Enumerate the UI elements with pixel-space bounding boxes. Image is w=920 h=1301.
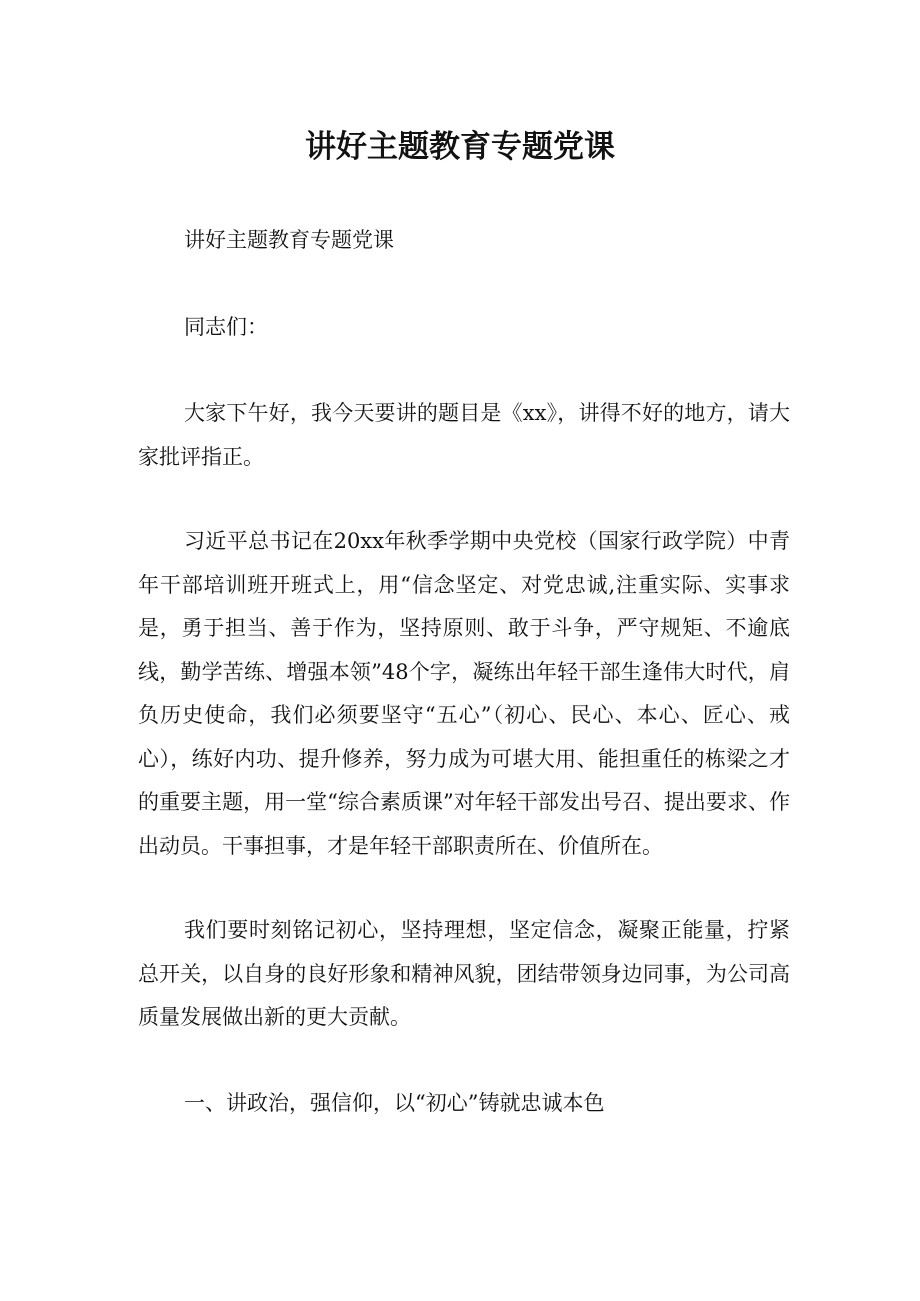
body-paragraph: 我们要时刻铭记初心，坚持理想，坚定信念，凝聚正能量，拧紧总开关，以自身的良好形象和精神风貌，团结带领身边同事，为公司高质量发展做出新的更大贡献。	[138, 918, 790, 1029]
salutation-paragraph: 同志们：	[184, 315, 268, 339]
subtitle-paragraph: 讲好主题教育专题党课	[184, 228, 394, 252]
body-paragraph: 习近平总书记在20xx年秋季学期中央党校（国家行政学院）中青年干部培训班开班式上，用“信念坚定、对党忠诚,注重实际、实事求是，勇于担当、善于作为，坚持原则、敢于斗争，严守规矩、不逾底线，勤学苦练、增强本领”48个字，凝练出年轻干部生逢伟大时代，肩负历史使命，我们必须要坚守“五心”（初心、民心、本心、匠心、戒心），练好内功、提升修养，努力成为可堪大用、能担重任的栋梁之才的重要主题，用一堂“综合素质课”对年轻干部发出号召、提出要求、作出动员。干事担事，才是年轻干部职责所在、价值所在。	[138, 529, 790, 858]
section-heading: 一、讲政治，强信仰，以“初心”铸就忠诚本色	[184, 1091, 605, 1115]
opening-paragraph: 大家下午好，我今天要讲的题目是《xx》，讲得不好的地方，请大家批评指正。	[138, 401, 790, 469]
document-title: 讲好主题教育专题党课	[305, 129, 615, 165]
